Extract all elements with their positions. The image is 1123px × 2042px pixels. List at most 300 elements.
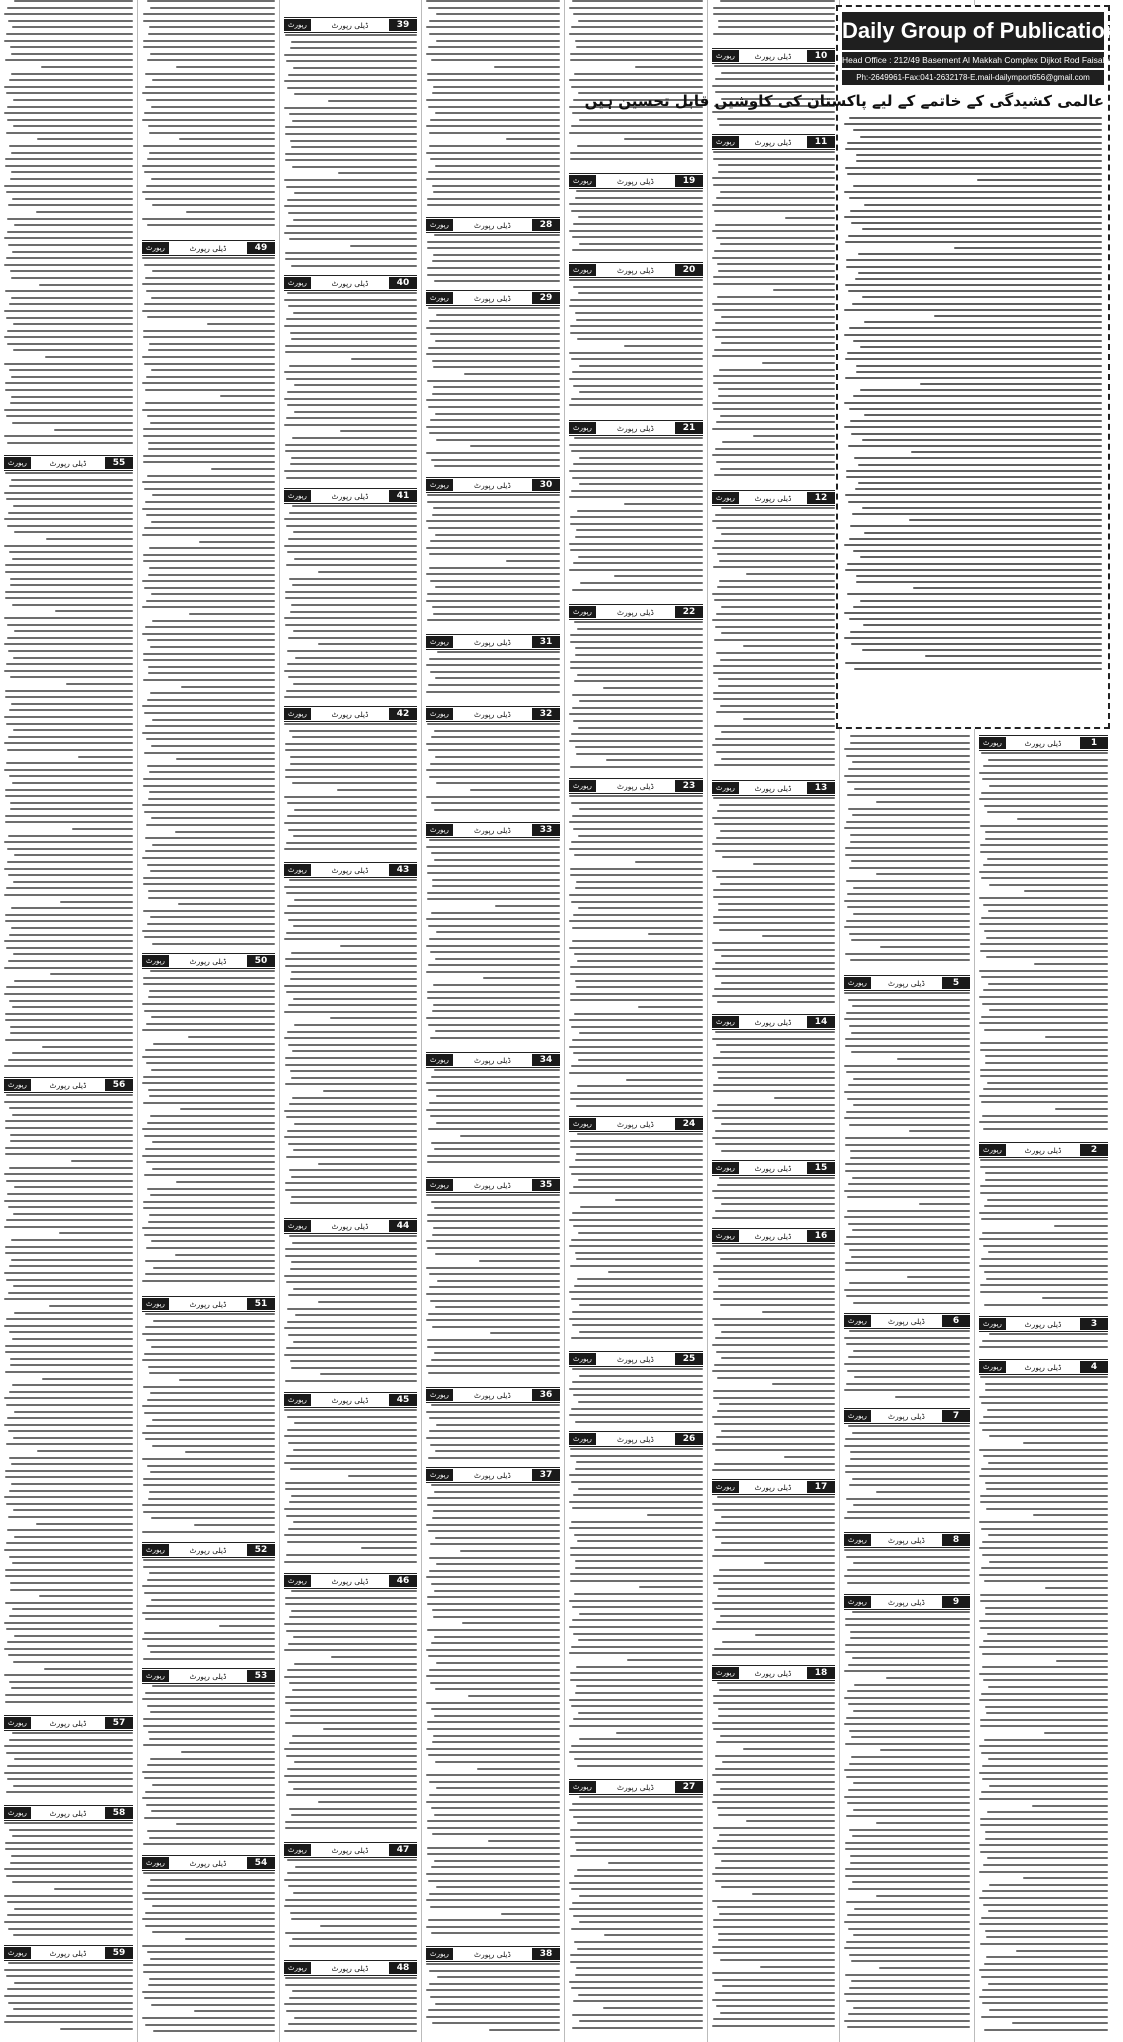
- article-text: [569, 1448, 703, 1776]
- report-header: [4, 455, 133, 471]
- report-header: [426, 1177, 560, 1193]
- column-rule: [564, 0, 565, 2042]
- report-tag: رپورٹ: [426, 1389, 453, 1401]
- article-text: [142, 1872, 275, 2037]
- report-city: ڈیلی رپورٹ: [617, 1434, 654, 1444]
- report-number: 23: [675, 780, 703, 792]
- article-text: [284, 505, 417, 703]
- article-text: [979, 752, 1108, 1139]
- report-city: ڈیلی رپورٹ: [331, 1221, 369, 1231]
- report-number: 34: [532, 1054, 560, 1066]
- report-city: ڈیلی رپورٹ: [474, 709, 511, 719]
- report-city: ڈیلی رپورٹ: [617, 1354, 654, 1364]
- report-header: [569, 420, 703, 436]
- report-number: 5: [942, 977, 970, 989]
- report-tag: رپورٹ: [4, 1947, 31, 1959]
- report-city: ڈیلی رپورٹ: [189, 1858, 227, 1868]
- report-city: ڈیلی رپورٹ: [617, 781, 654, 791]
- report-header: [979, 735, 1108, 751]
- report-city: ڈیلی رپورٹ: [331, 1576, 369, 1586]
- article-text: [712, 1682, 835, 2037]
- report-number: 39: [389, 19, 417, 31]
- article-text: [284, 34, 417, 272]
- report-header: [4, 1945, 133, 1961]
- report-city: ڈیلی رپورٹ: [617, 423, 654, 433]
- article-text: [569, 190, 703, 259]
- article-text: [426, 494, 560, 631]
- report-city: ڈیلی رپورٹ: [617, 1782, 654, 1792]
- report-city: ڈیلی رپورٹ: [474, 480, 511, 490]
- article-text: [569, 437, 703, 601]
- article-text: [142, 1559, 275, 1665]
- article-text: [979, 1376, 1108, 2037]
- article-text: [284, 1409, 417, 1570]
- article-text: [712, 0, 835, 45]
- report-tag: رپورٹ: [142, 1298, 169, 1310]
- article-text: [569, 279, 703, 417]
- editorial-body: [844, 117, 1102, 721]
- report-tag: رپورٹ: [712, 1481, 739, 1493]
- report-tag: رپورٹ: [142, 955, 169, 967]
- report-header: [569, 778, 703, 794]
- report-tag: رپورٹ: [979, 1361, 1006, 1373]
- report-header: [569, 262, 703, 278]
- report-city: ڈیلی رپورٹ: [1024, 1319, 1062, 1329]
- report-city: ڈیلی رپورٹ: [331, 865, 369, 875]
- report-city: ڈیلی رپورٹ: [617, 265, 654, 275]
- report-tag: رپورٹ: [284, 1575, 311, 1587]
- report-header: [569, 173, 703, 189]
- article-text: [284, 1590, 417, 1839]
- report-tag: رپورٹ: [4, 1717, 31, 1729]
- column-rule: [137, 0, 138, 2042]
- report-tag: رپورٹ: [426, 1469, 453, 1481]
- report-city: ڈیلی رپورٹ: [331, 1845, 369, 1855]
- report-tag: رپورٹ: [142, 1544, 169, 1556]
- report-tag: رپورٹ: [284, 864, 311, 876]
- report-number: 11: [807, 136, 835, 148]
- report-number: 50: [247, 955, 275, 967]
- article-text: [979, 1333, 1108, 1356]
- report-tag: رپورٹ: [284, 1220, 311, 1232]
- report-header: [284, 862, 417, 878]
- report-number: 14: [807, 1016, 835, 1028]
- report-header: [426, 822, 560, 838]
- report-header: [426, 290, 560, 306]
- article-text: [426, 723, 560, 819]
- report-number: 43: [389, 864, 417, 876]
- report-header: [844, 1532, 970, 1548]
- column-rule: [279, 0, 280, 2042]
- report-tag: رپورٹ: [712, 492, 739, 504]
- column-rule: [707, 0, 708, 2042]
- report-city: ڈیلی رپورٹ: [49, 1080, 87, 1090]
- report-header: [4, 1077, 133, 1093]
- report-tag: رپورٹ: [844, 1534, 871, 1546]
- article-text: [426, 234, 560, 287]
- report-number: 28: [532, 219, 560, 231]
- report-number: 52: [247, 1544, 275, 1556]
- article-text: [712, 151, 835, 487]
- report-city: ڈیلی رپورٹ: [189, 243, 227, 253]
- report-number: 57: [105, 1717, 133, 1729]
- report-header: [426, 1387, 560, 1403]
- article-text: [4, 0, 133, 452]
- report-city: ڈیلی رپورٹ: [754, 1231, 792, 1241]
- report-header: [712, 490, 835, 506]
- report-city: ڈیلی رپورٹ: [888, 1411, 925, 1421]
- article-text: [712, 1496, 835, 1662]
- report-number: 51: [247, 1298, 275, 1310]
- article-text: [4, 1962, 133, 2037]
- report-city: ڈیلی رپورٹ: [754, 1163, 792, 1173]
- report-header: [712, 1479, 835, 1495]
- report-header: [426, 217, 560, 233]
- article-text: [426, 307, 560, 474]
- report-number: 56: [105, 1079, 133, 1091]
- report-header: [4, 1715, 133, 1731]
- report-city: ڈیلی رپورٹ: [754, 137, 792, 147]
- article-text: [426, 0, 560, 214]
- report-header: [712, 1160, 835, 1176]
- report-city: ڈیلی رپورٹ: [617, 607, 654, 617]
- contact-line: Ph:-2649961-Fax:041-2632178-E.mail-dailymport656@gmail.com: [842, 70, 1104, 85]
- report-number: 38: [532, 1948, 560, 1960]
- report-header: [284, 17, 417, 33]
- report-tag: رپورٹ: [569, 422, 596, 434]
- article-text: [844, 735, 970, 972]
- column-rule: [421, 0, 422, 2042]
- report-city: ڈیلی رپورٹ: [474, 825, 511, 835]
- report-tag: رپورٹ: [284, 1394, 311, 1406]
- report-tag: رپورٹ: [712, 1016, 739, 1028]
- report-city: ڈیلی رپورٹ: [888, 978, 925, 988]
- report-city: ڈیلی رپورٹ: [331, 491, 369, 501]
- report-number: 18: [807, 1667, 835, 1679]
- report-header: [4, 1805, 133, 1821]
- editorial-headline: عالمی کشیدگی کے خاتمے کے لیے پاکستان کی کاوشیں قابل تحسین ہیں: [584, 92, 1104, 110]
- report-city: ڈیلی رپورٹ: [754, 1017, 792, 1027]
- report-tag: رپورٹ: [569, 264, 596, 276]
- report-header: [142, 1296, 275, 1312]
- report-header: [426, 1052, 560, 1068]
- report-city: ڈیلی رپورٹ: [331, 278, 369, 288]
- report-header: [284, 1218, 417, 1234]
- report-header: [712, 134, 835, 150]
- article-text: [569, 1796, 703, 2037]
- article-text: [712, 1031, 835, 1157]
- report-city: ڈیلی رپورٹ: [49, 1948, 87, 1958]
- report-tag: رپورٹ: [712, 1230, 739, 1242]
- report-number: 33: [532, 824, 560, 836]
- article-text: [142, 1313, 275, 1539]
- report-tag: رپورٹ: [284, 708, 311, 720]
- report-tag: رپورٹ: [844, 1315, 871, 1327]
- report-header: [142, 1668, 275, 1684]
- report-tag: رپورٹ: [426, 219, 453, 231]
- article-text: [712, 507, 835, 777]
- report-number: 4: [1080, 1361, 1108, 1373]
- report-city: ڈیلی رپورٹ: [189, 1299, 227, 1309]
- article-text: [142, 970, 275, 1293]
- report-tag: رپورٹ: [426, 708, 453, 720]
- head-office-address: Head Office : 212/49 Basement Al Makkah Complex Dijkot Rod Faisalabad: [842, 52, 1104, 68]
- report-header: [712, 48, 835, 64]
- report-number: 16: [807, 1230, 835, 1242]
- report-number: 30: [532, 479, 560, 491]
- report-header: [426, 477, 560, 493]
- article-text: [426, 651, 560, 703]
- report-header: [284, 1842, 417, 1858]
- article-text: [844, 1425, 970, 1529]
- column-c: [282, 0, 419, 2042]
- report-number: 29: [532, 292, 560, 304]
- report-tag: رپورٹ: [142, 1670, 169, 1682]
- report-tag: رپورٹ: [284, 19, 311, 31]
- report-number: 41: [389, 490, 417, 502]
- article-text: [844, 1330, 970, 1405]
- article-text: [979, 1159, 1108, 1313]
- report-tag: رپورٹ: [4, 1807, 31, 1819]
- report-tag: رپورٹ: [979, 1318, 1006, 1330]
- article-text: [4, 1822, 133, 1942]
- report-tag: رپورٹ: [844, 1596, 871, 1608]
- report-header: [712, 1228, 835, 1244]
- report-city: ڈیلی رپورٹ: [1024, 738, 1062, 748]
- report-tag: رپورٹ: [284, 1844, 311, 1856]
- article-text: [569, 621, 703, 775]
- report-tag: رپورٹ: [569, 175, 596, 187]
- report-number: 25: [675, 1353, 703, 1365]
- report-tag: رپورٹ: [426, 479, 453, 491]
- report-number: 8: [942, 1534, 970, 1546]
- report-number: 32: [532, 708, 560, 720]
- report-city: ڈیلی رپورٹ: [331, 20, 369, 30]
- report-tag: رپورٹ: [426, 824, 453, 836]
- report-number: 55: [105, 457, 133, 469]
- report-number: 46: [389, 1575, 417, 1587]
- publication-title: Daily Group of Publication: [842, 12, 1104, 50]
- article-text: [569, 795, 703, 1113]
- report-number: 10: [807, 50, 835, 62]
- report-city: ڈیلی رپورٹ: [331, 709, 369, 719]
- report-number: 17: [807, 1481, 835, 1493]
- report-tag: رپورٹ: [712, 1667, 739, 1679]
- report-city: ڈیلی رپورٹ: [1024, 1362, 1062, 1372]
- report-number: 37: [532, 1469, 560, 1481]
- report-number: 6: [942, 1315, 970, 1327]
- report-tag: رپورٹ: [712, 50, 739, 62]
- report-city: ڈیلی رپورٹ: [474, 1055, 511, 1065]
- report-city: ڈیلی رپورٹ: [888, 1316, 925, 1326]
- report-tag: رپورٹ: [426, 1054, 453, 1066]
- report-number: 48: [389, 1962, 417, 1974]
- report-header: [569, 1779, 703, 1795]
- report-header: [979, 1359, 1108, 1375]
- article-text: [284, 292, 417, 485]
- report-header: [979, 1316, 1108, 1332]
- report-tag: رپورٹ: [844, 977, 871, 989]
- column-b: [140, 0, 277, 2042]
- report-header: [284, 1960, 417, 1976]
- report-number: 21: [675, 422, 703, 434]
- article-text: [4, 1732, 133, 1802]
- report-city: ڈیلی رپورٹ: [754, 51, 792, 61]
- report-tag: رپورٹ: [142, 1857, 169, 1869]
- report-city: ڈیلی رپورٹ: [331, 1395, 369, 1405]
- report-tag: رپورٹ: [142, 242, 169, 254]
- report-header: [844, 1313, 970, 1329]
- report-tag: رپورٹ: [284, 277, 311, 289]
- report-header: [284, 488, 417, 504]
- report-number: 26: [675, 1433, 703, 1445]
- report-number: 59: [105, 1947, 133, 1959]
- article-text: [284, 1859, 417, 1957]
- report-number: 58: [105, 1807, 133, 1819]
- article-text: [844, 992, 970, 1310]
- report-number: 12: [807, 492, 835, 504]
- report-tag: رپورٹ: [712, 1162, 739, 1174]
- report-tag: رپورٹ: [426, 292, 453, 304]
- report-number: 36: [532, 1389, 560, 1401]
- report-tag: رپورٹ: [569, 606, 596, 618]
- article-text: [4, 1094, 133, 1712]
- report-header: [844, 1408, 970, 1424]
- report-tag: رپورٹ: [569, 1433, 596, 1445]
- report-header: [142, 1542, 275, 1558]
- report-city: ڈیلی رپورٹ: [474, 1949, 511, 1959]
- report-header: [426, 634, 560, 650]
- article-text: [569, 1368, 703, 1428]
- report-tag: رپورٹ: [712, 136, 739, 148]
- report-header: [426, 706, 560, 722]
- article-text: [569, 1133, 703, 1348]
- report-city: ڈیلی رپورٹ: [189, 1545, 227, 1555]
- report-number: 19: [675, 175, 703, 187]
- report-number: 24: [675, 1118, 703, 1130]
- article-text: [426, 1194, 560, 1384]
- report-city: ڈیلی رپورٹ: [617, 1119, 654, 1129]
- report-header: [426, 1946, 560, 1962]
- report-header: [569, 1351, 703, 1367]
- report-city: ڈیلی رپورٹ: [754, 493, 792, 503]
- report-number: 13: [807, 782, 835, 794]
- article-text: [426, 1484, 560, 1943]
- report-number: 45: [389, 1394, 417, 1406]
- report-tag: رپورٹ: [569, 1353, 596, 1365]
- article-text: [142, 0, 275, 237]
- report-number: 22: [675, 606, 703, 618]
- article-text: [569, 0, 703, 170]
- report-tag: رپورٹ: [569, 780, 596, 792]
- article-text: [426, 1963, 560, 2037]
- report-number: 49: [247, 242, 275, 254]
- report-header: [142, 953, 275, 969]
- report-header: [569, 604, 703, 620]
- report-tag: رپورٹ: [4, 1079, 31, 1091]
- report-number: 9: [942, 1596, 970, 1608]
- report-city: ڈیلی رپورٹ: [888, 1597, 925, 1607]
- report-city: ڈیلی رپورٹ: [474, 293, 511, 303]
- report-number: 35: [532, 1179, 560, 1191]
- report-tag: رپورٹ: [569, 1118, 596, 1130]
- report-city: ڈیلی رپورٹ: [474, 1390, 511, 1400]
- report-number: 3: [1080, 1318, 1108, 1330]
- report-header: [712, 1665, 835, 1681]
- report-tag: رپورٹ: [284, 1962, 311, 1974]
- report-header: [142, 1855, 275, 1871]
- column-a: [2, 0, 135, 2042]
- column-f: [710, 0, 837, 2042]
- report-number: 47: [389, 1844, 417, 1856]
- report-city: ڈیلی رپورٹ: [474, 637, 511, 647]
- article-text: [426, 839, 560, 1049]
- report-city: ڈیلی رپورٹ: [754, 1482, 792, 1492]
- report-header: [284, 1392, 417, 1408]
- report-city: ڈیلی رپورٹ: [189, 1671, 227, 1681]
- report-header: [426, 1467, 560, 1483]
- report-number: 40: [389, 277, 417, 289]
- report-number: 27: [675, 1781, 703, 1793]
- report-header: [712, 780, 835, 796]
- article-text: [4, 472, 133, 1074]
- column-e: [567, 0, 705, 2042]
- report-tag: رپورٹ: [4, 457, 31, 469]
- report-header: [844, 975, 970, 991]
- report-city: ڈیلی رپورٹ: [49, 458, 87, 468]
- report-number: 2: [1080, 1144, 1108, 1156]
- report-number: 7: [942, 1410, 970, 1422]
- report-tag: رپورٹ: [426, 636, 453, 648]
- report-number: 31: [532, 636, 560, 648]
- report-city: ڈیلی رپورٹ: [754, 1668, 792, 1678]
- article-text: [284, 1977, 417, 2037]
- article-text: [844, 1611, 970, 2037]
- article-text: [142, 257, 275, 950]
- report-header: [284, 275, 417, 291]
- report-tag: رپورٹ: [569, 1781, 596, 1793]
- article-text: [712, 1177, 835, 1225]
- report-tag: رپورٹ: [426, 1179, 453, 1191]
- report-number: 20: [675, 264, 703, 276]
- report-header: [142, 240, 275, 256]
- report-city: ڈیلی رپورٹ: [49, 1718, 87, 1728]
- report-header: [979, 1142, 1108, 1158]
- report-number: 15: [807, 1162, 835, 1174]
- article-text: [284, 879, 417, 1215]
- article-text: [142, 1685, 275, 1852]
- article-text: [844, 1549, 970, 1591]
- article-text: [712, 797, 835, 1011]
- report-city: ڈیلی رپورٹ: [1024, 1145, 1062, 1155]
- report-number: 1: [1080, 737, 1108, 749]
- report-header: [712, 1014, 835, 1030]
- report-number: 44: [389, 1220, 417, 1232]
- report-header: [569, 1116, 703, 1132]
- report-tag: رپورٹ: [844, 1410, 871, 1422]
- report-city: ڈیلی رپورٹ: [331, 1963, 369, 1973]
- column-d: [424, 0, 562, 2042]
- report-header: [569, 1431, 703, 1447]
- report-city: ڈیلی رپورٹ: [754, 783, 792, 793]
- report-number: 42: [389, 708, 417, 720]
- report-city: ڈیلی رپورٹ: [49, 1808, 87, 1818]
- report-tag: رپورٹ: [284, 490, 311, 502]
- report-tag: رپورٹ: [712, 782, 739, 794]
- report-city: ڈیلی رپورٹ: [474, 1180, 511, 1190]
- report-tag: رپورٹ: [979, 737, 1006, 749]
- report-tag: رپورٹ: [426, 1948, 453, 1960]
